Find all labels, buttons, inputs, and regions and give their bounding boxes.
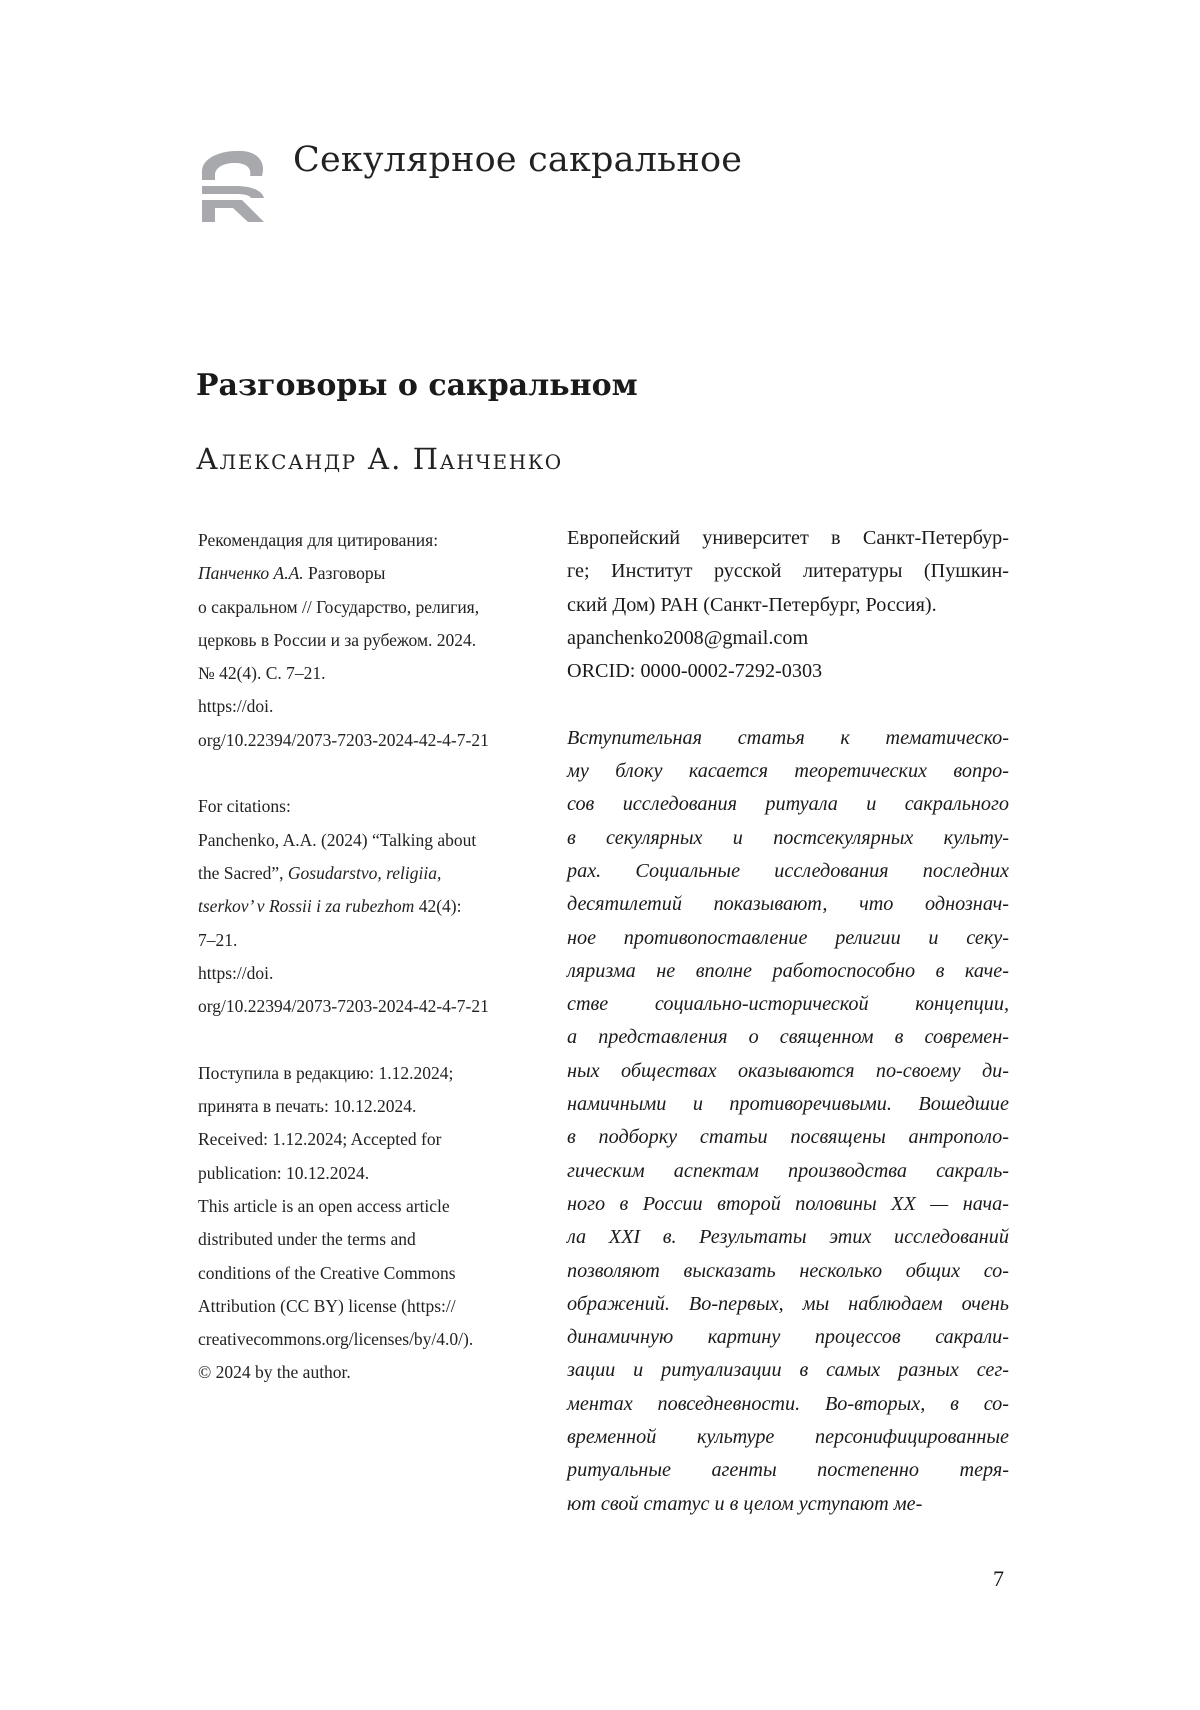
dates-license-line: publication: 10.12.2024. xyxy=(198,1162,370,1183)
affiliation-line: ский Дом) РАН (Санкт-Петербург, Россия). xyxy=(567,593,937,616)
article-author: Александр А. Панченко xyxy=(196,442,563,476)
logo-upper-band xyxy=(202,151,263,180)
author-orcid: ORCID: 0000-0002-7292-0303 xyxy=(567,660,823,683)
section-heading: Секулярное сакральное xyxy=(293,140,743,180)
abstract-line: ментах повседневности. Во-вторых, в со- xyxy=(567,1392,1009,1415)
logo-lower-band xyxy=(202,200,264,222)
citation-ru-line xyxy=(198,591,548,624)
abstract-line: ных обществах оказываются по-своему ди- xyxy=(567,1059,1009,1082)
article-abstract xyxy=(567,722,1009,1521)
dates-license-line: © 2024 by the author. xyxy=(198,1362,351,1383)
abstract-line: а представления о священном в современ- xyxy=(567,1026,1009,1049)
italic-segment: Панченко А.А. xyxy=(198,563,304,584)
citation-en-line xyxy=(198,957,548,990)
abstract-line: ного в России второй половины XX — нача- xyxy=(567,1192,1009,1215)
citation-ru-line xyxy=(198,690,548,723)
logo-middle-band xyxy=(202,186,264,198)
abstract-line: временной культуре персонифицированные xyxy=(567,1426,1009,1449)
abstract-line: ображений. Во-первых, мы наблюдаем очень xyxy=(567,1292,1009,1315)
author-affiliation xyxy=(567,522,1009,622)
abstract-line: позволяют высказать несколько общих со- xyxy=(567,1259,1009,1282)
dates-license-line: Поступила в редакцию: 1.12.2024; xyxy=(198,1062,454,1083)
dates-license-line: Attribution (CC BY) license (https:// xyxy=(198,1295,456,1316)
text-segment: церковь в России и за рубежом. 2024. xyxy=(198,629,477,650)
abstract-line: намичными и противоречивыми. Вошедшие xyxy=(567,1093,1009,1116)
abstract-line: стве социально-исторической концепции, xyxy=(567,993,1009,1016)
dates-license-lines xyxy=(198,1057,548,1390)
dates-license-line: distributed under the terms and xyxy=(198,1229,416,1250)
abstract-line: Вступительная статья к тематическо- xyxy=(567,726,1009,749)
italic-segment: Gosudarstvo, religiia, xyxy=(287,862,442,883)
abstract-line: сов исследования ритуала и сакрального xyxy=(567,793,1009,816)
abstract-line: гическим аспектам производства сакраль- xyxy=(567,1159,1009,1182)
citation-en-line xyxy=(198,857,548,890)
dates-license-line: creativecommons.org/licenses/by/4.0/). xyxy=(198,1329,474,1350)
citation-en-block xyxy=(198,790,548,1023)
citation-en-line xyxy=(198,924,548,957)
citation-ru-label: Рекомендация для цитирования: xyxy=(198,530,439,550)
abstract-line: ное противопоставление религии и секу- xyxy=(567,926,1009,949)
citation-ru-lines xyxy=(198,557,548,757)
text-segment: о сакральном // Государство, религия, xyxy=(198,596,480,617)
text-segment: 42(4): xyxy=(414,896,462,917)
author-email: apanchenko2008@gmail.com xyxy=(567,626,809,649)
citation-ru-line xyxy=(198,724,548,757)
text-segment: org/10.22394/2073-7203-2024-42-4-7-21 xyxy=(198,996,489,1017)
citation-en-line xyxy=(198,824,548,857)
article-main-column xyxy=(567,522,1009,1521)
citation-ru-block xyxy=(198,524,548,757)
dates-license-line: This article is an open access article xyxy=(198,1195,450,1216)
citation-en-label: For citations: xyxy=(198,796,291,817)
article-title: Разговоры о сакральном xyxy=(196,368,638,403)
abstract-line: десятилетий показывают, что однознач- xyxy=(567,893,1009,916)
citation-en-line xyxy=(198,890,548,923)
text-segment: 7–21. xyxy=(198,929,238,950)
text-segment: https://doi. xyxy=(198,696,274,717)
affiliation-line: ге; Институт русской литературы (Пушкин- xyxy=(567,560,1009,583)
abstract-line: рах. Социальные исследования последних xyxy=(567,859,1009,882)
dates-license-block xyxy=(198,1057,548,1390)
page-number: 7 xyxy=(993,1566,1004,1591)
dates-license-line: принята в печать: 10.12.2024. xyxy=(198,1096,417,1117)
abstract-line: зации и ритуализации в самых разных сег- xyxy=(567,1359,1009,1382)
affiliation-line: Европейский университет в Санкт-Петербур- xyxy=(567,527,1009,549)
dates-license-line: conditions of the Creative Commons xyxy=(198,1262,456,1283)
abstract-line: ют свой статус и в целом уступают ме- xyxy=(567,1492,923,1515)
abstract-line: в секулярных и постсекулярных культу- xyxy=(567,826,1009,849)
abstract-line: динамичную картину процессов сакрали- xyxy=(567,1326,1009,1349)
article-metadata-column xyxy=(198,524,548,1423)
abstract-line: ритуальные агенты постепенно теря- xyxy=(567,1459,1009,1482)
text-segment: https://doi. xyxy=(198,962,274,983)
text-segment: org/10.22394/2073-7203-2024-42-4-7-21 xyxy=(198,729,489,750)
journal-logo-icon xyxy=(198,150,268,222)
text-segment: the Sacred”, xyxy=(198,862,288,883)
dates-license-line: Received: 1.12.2024; Accepted for xyxy=(198,1129,442,1150)
abstract-line: ляризма не вполне работоспособно в каче- xyxy=(567,959,1009,982)
text-segment: Разговоры xyxy=(303,563,386,584)
citation-ru-line xyxy=(198,557,548,590)
text-segment: Panchenko, A.A. (2024) “Talking about xyxy=(198,829,477,850)
abstract-line: в подборку статьи посвящены антрополо- xyxy=(567,1126,1009,1149)
italic-segment: tserkov’ v Rossii i za rubezhom xyxy=(198,896,415,917)
citation-en-line xyxy=(198,990,548,1023)
citation-ru-line xyxy=(198,624,548,657)
citation-ru-line xyxy=(198,657,548,690)
abstract-line: му блоку касается теоретических вопро- xyxy=(567,760,1009,783)
text-segment: № 42(4). С. 7–21. xyxy=(198,663,326,684)
citation-en-lines xyxy=(198,824,548,1024)
abstract-line: ла XXI в. Результаты этих исследований xyxy=(567,1226,1009,1249)
